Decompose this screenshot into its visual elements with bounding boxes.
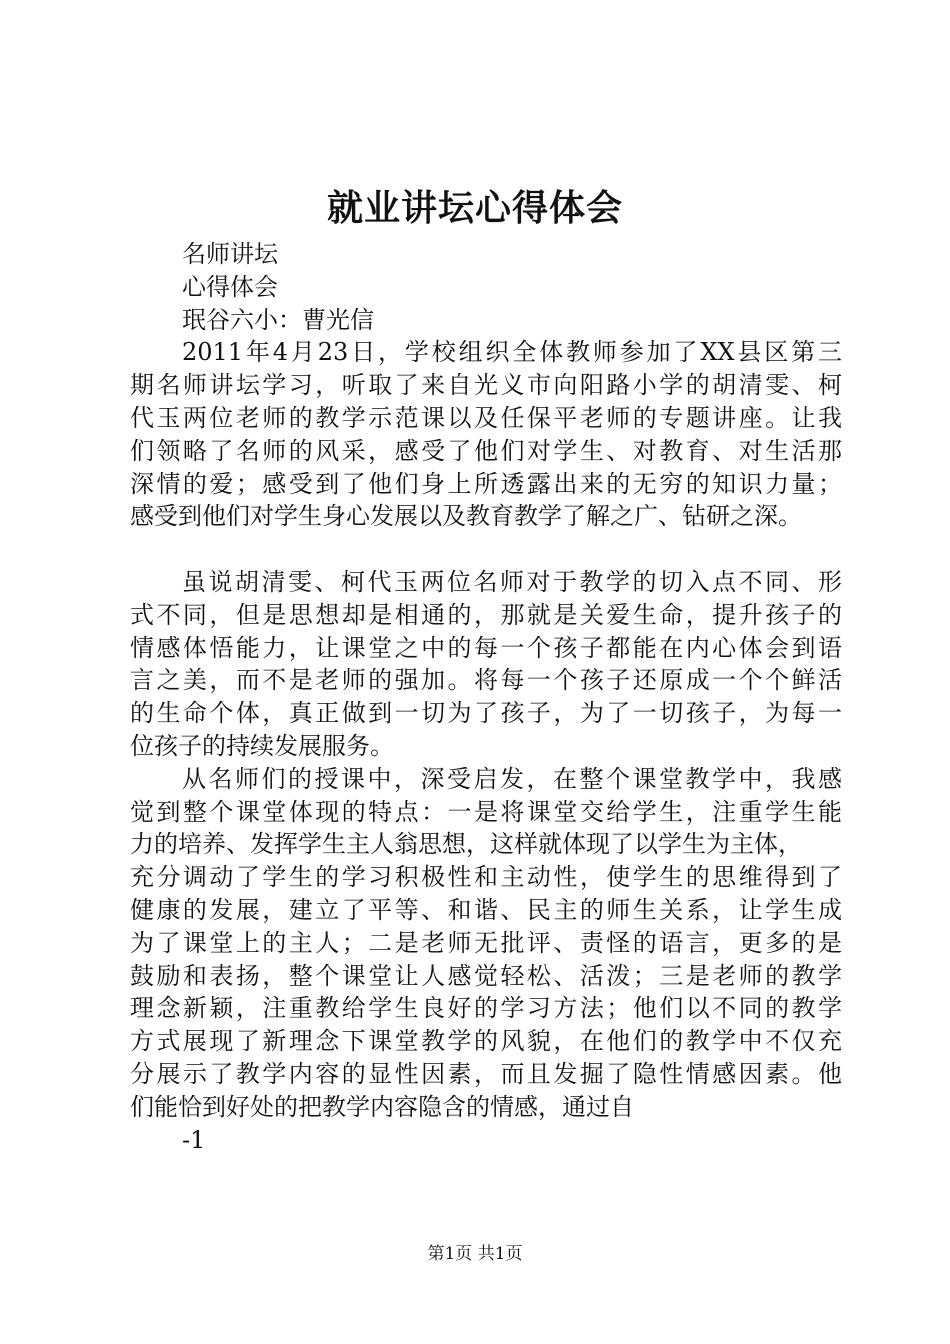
paragraph-3-line-7: 鼓励和表扬，整个课堂让人感觉轻松、活泼；三是老师的教学 xyxy=(130,961,842,990)
paragraph-3-line-11: 们能恰到好处的把教学内容隐含的情感，通过自 xyxy=(130,1092,634,1121)
header-line-1: 名师讲坛 xyxy=(182,240,278,268)
paragraph-1-line-5: 深情的爱；感受到了他们身上所透露出来的无穷的知识力量； xyxy=(130,469,842,498)
paragraph-3-line-2: 觉到整个课堂体现的特点：一是将课堂交给学生，注重学生能 xyxy=(130,797,842,826)
header-line-2: 心得体会 xyxy=(182,272,278,301)
paragraph-3-line-4: 充分调动了学生的学习积极性和主动性，使学生的思维得到了 xyxy=(130,863,842,892)
paragraph-3-line-9: 方式展现了新理念下课堂教学的风貌，在他们的教学中不仅充 xyxy=(130,1027,842,1056)
paragraph-1-line-3: 代玉两位老师的教学示范课以及任保平老师的专题讲座。让我 xyxy=(130,403,842,432)
paragraph-2-line-6: 位孩子的持续发展服务。 xyxy=(130,731,394,760)
paragraph-2-line-5: 的生命个体，真正做到一切为了孩子，为了一切孩子，为每一 xyxy=(130,699,842,728)
paragraph-3-line-1: 从名师们的授课中，深受启发，在整个课堂教学中，我感 xyxy=(182,764,842,793)
paragraph-3-line-8: 理念新颖，注重教给学生良好的学习方法；他们以不同的教学 xyxy=(130,994,842,1023)
paragraph-3-line-6: 为了课堂上的主人；二是老师无批评、责怪的语言，更多的是 xyxy=(130,928,842,957)
paragraph-2-line-1: 虽说胡清雯、柯代玉两位名师对于教学的切入点不同、形 xyxy=(182,567,842,596)
paragraph-1-line-4: 们领略了名师的风采，感受了他们对学生、对教育、对生活那 xyxy=(130,436,842,465)
paragraph-1-line-2: 期名师讲坛学习，听取了来自光义市向阳路小学的胡清雯、柯 xyxy=(130,371,842,400)
paragraph-3-line-3: 力的培养、发挥学生主人翁思想，这样就体现了以学生为主体， xyxy=(130,830,802,859)
paragraph-1-line-6: 感受到他们对学生身心发展以及教育教学了解之广、钻研之深。 xyxy=(130,502,802,531)
page-footer: 第1页 共1页 xyxy=(427,1244,523,1264)
paragraph-2-line-3: 情感体悟能力，让课堂之中的每一个孩子都能在内心体会到语 xyxy=(130,633,842,662)
paragraph-2-line-2: 式不同，但是思想却是相通的，那就是关爱生命，提升孩子的 xyxy=(130,600,842,629)
paragraph-2-line-4: 言之美，而不是老师的强加。将每一个孩子还原成一个个鲜活 xyxy=(130,666,842,695)
paragraph-3-line-5: 健康的发展，建立了平等、和谐、民主的师生关系，让学生成 xyxy=(130,895,842,924)
paragraph-spacer xyxy=(130,533,842,566)
document-title: 就业讲坛心得体会 xyxy=(326,187,623,229)
page-marker: -1 xyxy=(182,1125,206,1154)
document-body xyxy=(130,238,842,1156)
author-line: 珉谷六小：曹光信 xyxy=(182,305,374,334)
paragraph-1-line-1: 2011年4月23日，学校组织全体教师参加了XX县区第三 xyxy=(182,338,842,367)
paragraph-3-line-10: 分展示了教学内容的显性因素，而且发掘了隐性情感因素。他 xyxy=(130,1059,842,1088)
